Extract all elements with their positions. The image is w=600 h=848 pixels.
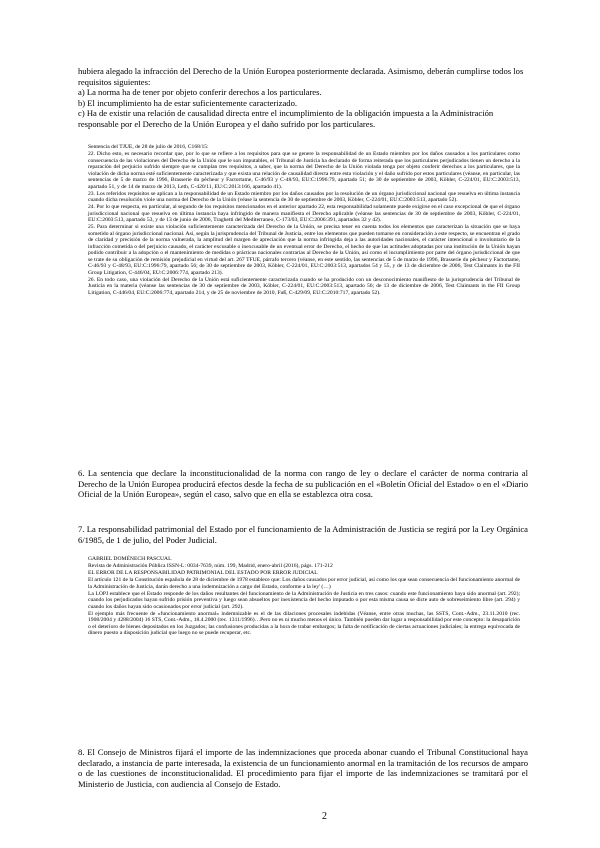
quote2-paragraph-3: El ejemplo más frecuente de «funcionamiento anormal» indemnizable es el de las dilaciones procesales indebidas (Véanse, entre otras muchas, las SSTS, Cont.-Adm., 23.11.2010 (rec. 1908/2004 y 4288/2004) 16 STS, Cont.-Adm., 18.4.2000 (rec. 1311/1996)…Pero no es ni mucho menos el único. También pueden dar lugar a responsabilidad por este concepto: la desaparición o el deterioro de bienes depositados en los Juzgados; las confusiones producidas a la hora de trabar embargos; la falta de notificación de ciertas actuaciones judiciales; la entrega equivocada de dinero puesto a disposición judicial que luego no se puede recuperar, etc.	[88, 610, 520, 636]
quote-paragraph-23: 23. Los referidos requisitos se aplican a la responsabilidad de un Estado miembro por los daños causados por la resolución de un órgano jurisdiccional nacional que resuelva en última instancia cuando dicha resolución viole una norma del Derecho de la Unión (véase la sentencia de 30 de septiembre de 2003, Köbler, C-224/01, EU:C:2003:513, apartado 52).	[88, 190, 520, 203]
quote2-paragraph-1: El artículo 121 de la Constitución española de 28 de diciembre de 1978 establece que: Los daños causados por error judicial, así como los que sean consecuencia del funcionamiento anormal de la Administración de Justicia, darán derecho a una indemnización a cargo del Estado, conforme a la ley' (…)	[88, 577, 520, 590]
quote-paragraph-24: 24. Por lo que respecta, en particular, al segundo de los requisitos mencionados en el anterior apartado 22, esta responsabilidad solamente puede exigirse en el caso excepcional de que el órgano jurisdiccional nacional que resuelva en última instancia haya infringido de manera manifiesta el Derecho aplicable (véanse las sentencias de 30 de septiembre de 2003, Köbler, C-224/01, EU:C:2003:513, apartado 53, y de 13 de junio de 2006, Traghetti del Mediterraneo, C-173/03, EU:C:2006:391, apartados 32 y 42).	[88, 204, 520, 223]
section-8: 8. El Consejo de Ministros fijará el importe de las indemnizaciones que proceda abonar cuando el Tribunal Constitucional haya declarado, a instancia de parte interesada, la existencia de un funcionamiento anormal en la tramitación de los recursos de amparo o de las cuestiones de inconstitucionalidad. El procedimiento para fijar el importe de las indemnizaciones se tramitará por el Ministerio de Justicia, con audiencia al Consejo de Estado.	[78, 747, 528, 789]
quote-heading: Sentencia del TJUE, de 28 de julio de 2016, C168/15:	[88, 144, 209, 150]
quote-paragraph-26: 26. En todo caso, una violación del Derecho de la Unión está suficientemente caracterizada cuando se ha producido con un desconocimiento manifiesto de la jurisprudencia del Tribunal de Justicia en la materia (véanse las sentencias de 30 de septiembre de 2003, Köbler, C-224/01, EU:C:2003:513, apartado 56; de 13 de diciembre de 2006, Test Claimants in the FII Group Litigation, C-446/04, EU:C:2006:774, apartado 214, y de 25 de noviembre de 2010, Fuß, C-429/09, EU:C:2010:717, apartado 52).	[88, 276, 520, 296]
page-number: 2	[322, 811, 327, 822]
quote-journal: Revista de Administración Pública ISSN-L: 0034-7639, núm. 199, Madrid, enero-abril (2016), págs. 171-212	[88, 563, 333, 569]
requirement-c: c) Ha de existir una relación de causalidad directa entre el incumplimiento de la obligación impuesta a la Administración responsable por el Derecho de la Unión Europea y el daño sufrido por los particulares.	[78, 108, 494, 129]
tjue-quote	[88, 144, 520, 297]
requirement-a: a) La norma ha de tener por objeto conferir derechos a los particulares.	[78, 87, 322, 98]
section-6: 6. La sentencia que declare la inconstitucionalidad de la norma con rango de ley o declare el carácter de norma contraria al Derecho de la Unión Europea producirá efectos desde la fecha de su publicación en el «Boletín Oficial del Estado» o en el «Diario Oficial de la Unión Europea», según el caso, salvo que en ella se establezca otra cosa.	[78, 468, 528, 500]
quote-title: EL ERROR DE LA RESPONSABILIDAD PATRIMONIAL DEL ESTADO POR ERROR JUDICIAL	[88, 570, 318, 576]
quote-paragraph-22: 22. Dicho esto, es necesario recordar que, por lo que se refiere a los requisitos para que se genere la responsabilidad de un Estado miembro por los daños causados a los particulares como consecuencia de las violaciones del Derecho de la Unión que le son imputables, el Tribunal de Justicia ha declarado de forma reiterada que los particulares perjudicados tienen un derecho a la reparación del perjuicio sufrido siempre que se cumplan tres requisitos, a saber, que la norma del Derecho de la Unión violada tenga por objeto conferir derechos a los particulares, que la violación de dicha norma esté suficientemente caracterizada y que exista una relación de causalidad directa entre esta violación y el daño sufrido por estos particulares (véanse, en particular, las sentencias de 5 de marzo de 1996, Brasserie du pêcheur y Factortame, C-46/93 y C-48/93, EU:C:1996:79, apartado 51; de 30 de septiembre de 2003, Köbler, C-224/01, EU:C:2003:513, apartado 51, y de 14 de marzo de 2013, Leth, C-420/11, EU:C:2013:166, apartado 41).	[88, 151, 520, 190]
intro-line: hubiera alegado la infracción del Derecho de la Unión Europea posteriormente declarada. Asimismo, deberán cumplirse todos los requisitos siguientes:	[78, 66, 524, 87]
quote-author: GABRIEL DOMÉNECH PASCUAL	[88, 556, 172, 562]
domenech-quote	[88, 556, 520, 637]
quote2-paragraph-2: La LOPJ establece que el Estado responde de los daños resultantes del funcionamiento de la Administración de Justicia en tres casos: cuando este funcionamiento haya sido anormal (art. 292); cuando los perjudicados hayan sufrido prisión preventiva y luego sean absueltos por inexistencia del hecho imputado o por esta misma causa se dicte auto de sobreseimiento libre (art. 294) y cuando los daños hayan sido ocasionados por error judicial (art. 292).	[88, 590, 520, 610]
section-7: 7. La responsabilidad patrimonial del Estado por el funcionamiento de la Administración de Justicia se regirá por la Ley Orgánica 6/1985, de 1 de julio, del Poder Judicial.	[78, 524, 528, 545]
quote-paragraph-25: 25. Para determinar si existe una violación suficientemente caracterizada del Derecho de la Unión, se precisa tener en cuenta todos los elementos que caracterizan la situación que se haya sometido al órgano jurisdiccional nacional. Así, según la jurisprudencia del Tribunal de Justicia, entre los elementos que pueden tomarse en consideración a este respecto, se encuentran el grado de claridad y precisión de la norma vulnerada, la amplitud del margen de apreciación que la norma infringida deja a las autoridades nacionales, el carácter intencional o involuntario de la infracción cometida o del perjuicio causado, el carácter excusable o inexcusable de un eventual error de Derecho, el hecho de que las actitudes adoptadas por una institución de la Unión hayan podido contribuir a la adopción o el mantenimiento de medidas o prácticas nacionales contrarias al Derecho de la Unión, así como el incumplimiento por parte del órgano jurisdiccional de que se trate de su obligación de remisión prejudicial en virtud del art. 267 TFUE, párrafo tercero (véanse, en este sentido, las sentencias de 5 de marzo de 1996, Brasserie du pêcheur y Factortame, C-46/93 y C-48/93, EU:C:1996:79, apartado 56; de 30 de septiembre de 2003, Köbler, C-224/01, EU:C:2003:513, apartados 54 y 55, y de 13 de diciembre de 2006, Test Claimants in the FII Group Litigation, C-446/04, EU:C:2006:774, apartado 213).	[88, 224, 520, 276]
requirement-b: b) El incumplimiento ha de estar suficientemente caracterizado.	[78, 97, 298, 108]
intro-block	[78, 66, 528, 130]
